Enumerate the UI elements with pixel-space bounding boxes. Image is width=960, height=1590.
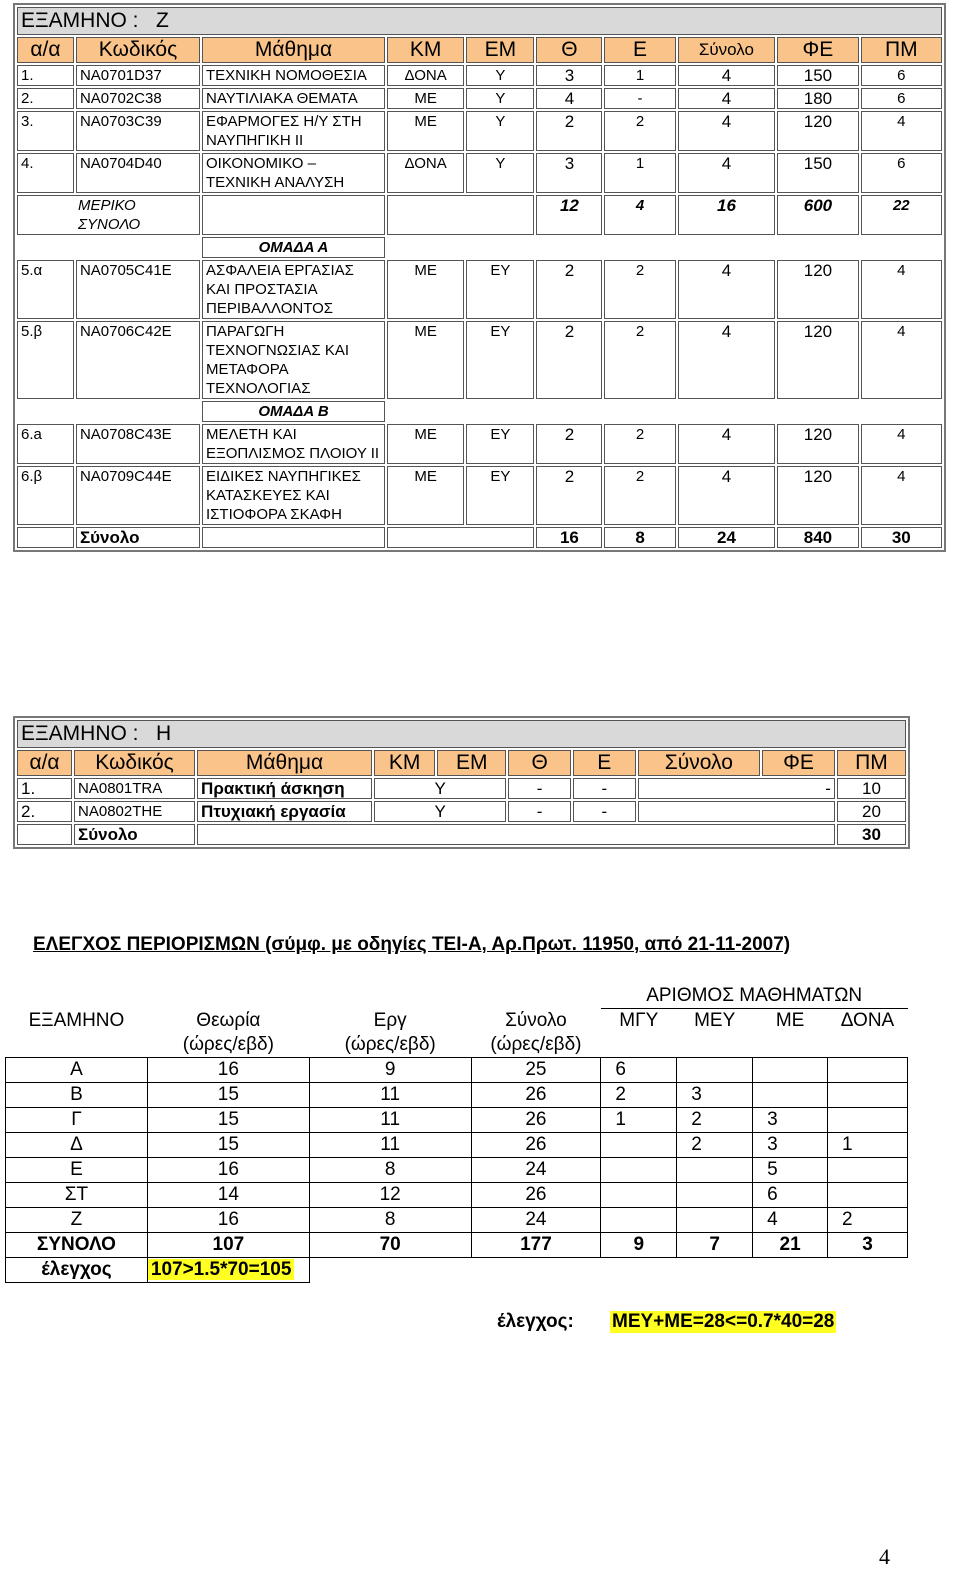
row-code: ΝΑ0702C38 xyxy=(76,88,200,109)
table-row xyxy=(17,801,906,822)
total-th: 107 xyxy=(147,1232,309,1257)
row-total: 4 xyxy=(678,260,776,319)
row-aa: 2. xyxy=(17,801,72,822)
col-header-pm: ΠΜ xyxy=(861,37,942,63)
group-a-label: ΟΜΑΔΑ Α xyxy=(202,237,385,258)
cell-sem: Ε xyxy=(6,1157,148,1182)
col-header-km: ΚΜ xyxy=(374,750,435,776)
row-total: 4 xyxy=(678,466,776,525)
cell-lab: 11 xyxy=(309,1107,471,1132)
table-row xyxy=(17,778,906,799)
table-row xyxy=(17,321,942,399)
row-code: ΝΑ0703C39 xyxy=(76,111,200,151)
table-row xyxy=(6,1107,908,1132)
col-lab: Εργ (ώρες/εβδ) xyxy=(344,1009,436,1055)
cell-mey: 2 xyxy=(677,1107,753,1132)
row-aa: 5.α xyxy=(17,260,74,319)
cell-lab: 12 xyxy=(309,1182,471,1207)
row-pm: 20 xyxy=(837,801,906,822)
cell-th: 16 xyxy=(147,1057,309,1082)
cell-th: 15 xyxy=(147,1132,309,1157)
cell-lab: 9 xyxy=(309,1057,471,1082)
row-em: ΕΥ xyxy=(466,260,534,319)
row-aa: 1. xyxy=(17,778,72,799)
row-total: 4 xyxy=(678,65,776,86)
cell-mey xyxy=(677,1207,753,1232)
row-em: Υ xyxy=(466,111,534,151)
cell-sem: Ζ xyxy=(6,1207,148,1232)
row-th: 2 xyxy=(536,111,602,151)
table-row xyxy=(6,1082,908,1107)
cell-mgy: 2 xyxy=(601,1082,677,1107)
col-header-total: Σύνολο xyxy=(638,750,760,776)
sum-row xyxy=(17,824,906,845)
cell-sem: Β xyxy=(6,1082,148,1107)
cell-mey xyxy=(677,1057,753,1082)
row-course: ΤΕΧΝΙΚΗ ΝΟΜΟΘΕΣΙΑ xyxy=(202,65,385,86)
cell-dona xyxy=(828,1107,908,1132)
cell-dona: 1 xyxy=(828,1132,908,1157)
row-km: ΜΕ xyxy=(387,88,464,109)
constraints-total-row xyxy=(6,1232,908,1257)
cell-dona xyxy=(828,1182,908,1207)
row-e: - xyxy=(573,778,636,799)
total-sem: ΣΥΝΟΛΟ xyxy=(6,1232,148,1257)
group-b-row xyxy=(17,401,942,422)
count-header: ΑΡΙΘΜΟΣ ΜΑΘΗΜΑΤΩΝ xyxy=(601,984,908,1009)
cell-me: 6 xyxy=(753,1182,828,1207)
partial-th: 12 xyxy=(536,195,602,235)
sum-total: 24 xyxy=(678,527,776,548)
row-pm: 4 xyxy=(861,466,942,525)
cell-mgy xyxy=(601,1182,677,1207)
row-em: Υ xyxy=(466,65,534,86)
col-theory: Θεωρία (ώρες/εβδ) xyxy=(182,1009,274,1055)
row-fe: 150 xyxy=(777,65,858,86)
col-me: ΜΕ xyxy=(775,1010,805,1031)
row-th: - xyxy=(508,801,571,822)
row-course: Πτυχιακή εργασία xyxy=(197,801,372,822)
group-b-label: ΟΜΑΔΑ Β xyxy=(202,401,385,422)
row-aa: 5.β xyxy=(17,321,74,399)
col-header-aa: α/α xyxy=(17,37,74,63)
row-fe: 120 xyxy=(777,111,858,151)
col-mgy: ΜΓΥ xyxy=(619,1010,659,1031)
sum-e: 8 xyxy=(604,527,675,548)
cell-me xyxy=(753,1082,828,1107)
sum-row xyxy=(17,527,942,548)
col-header-total: Σύνολο xyxy=(678,37,776,63)
row-em: Υ xyxy=(466,88,534,109)
row-pm: 4 xyxy=(861,321,942,399)
row-em: ΕΥ xyxy=(466,466,534,525)
row-fe: 120 xyxy=(777,321,858,399)
row-em: ΕΥ xyxy=(466,424,534,464)
col-header-fe: ΦΕ xyxy=(777,37,858,63)
row-e: 2 xyxy=(604,466,675,525)
row-code: ΝΑ0708C43Ε xyxy=(76,424,200,464)
sum-fe: 840 xyxy=(777,527,858,548)
table-row xyxy=(17,65,942,86)
row-code: ΝΑ0706C42Ε xyxy=(76,321,200,399)
check-value-cell xyxy=(147,1257,309,1282)
row-th: 2 xyxy=(536,260,602,319)
cell-th: 14 xyxy=(147,1182,309,1207)
row-th: - xyxy=(508,778,571,799)
table-row xyxy=(17,466,942,525)
check2-label: έλεγχος: xyxy=(497,1311,574,1332)
cell-th: 16 xyxy=(147,1157,309,1182)
row-total: 4 xyxy=(678,153,776,193)
row-course: Πρακτική άσκηση xyxy=(197,778,372,799)
cell-total: 26 xyxy=(471,1082,601,1107)
row-code: ΝΑ0802THE xyxy=(74,801,195,822)
row-course: ΠΑΡΑΓΩΓΗ ΤΕΧΝΟΓΝΩΣΙΑΣ ΚΑΙ ΜΕΤΑΦΟΡΑ ΤΕΧΝΟΛΟΓΙΑΣ xyxy=(202,321,385,399)
row-km: ΜΕ xyxy=(387,466,464,525)
table-row xyxy=(6,1132,908,1157)
row-fe: 150 xyxy=(777,153,858,193)
col-mey: ΜΕΥ xyxy=(694,1010,736,1031)
cell-me: 5 xyxy=(753,1157,828,1182)
total-mgy: 9 xyxy=(601,1232,677,1257)
row-code: ΝΑ0701D37 xyxy=(76,65,200,86)
cell-dona xyxy=(828,1057,908,1082)
col-total: Σύνολο (ώρες/εβδ) xyxy=(490,1009,582,1055)
cell-lab: 11 xyxy=(309,1082,471,1107)
row-e: 2 xyxy=(604,260,675,319)
row-e: 2 xyxy=(604,111,675,151)
constraints-table-wrap xyxy=(5,984,908,1283)
constraints-check-row xyxy=(6,1257,908,1282)
row-fe: 180 xyxy=(777,88,858,109)
col-header-course: Μάθημα xyxy=(202,37,385,63)
total-dona: 3 xyxy=(828,1232,908,1257)
cell-dona xyxy=(828,1157,908,1182)
cell-total: 26 xyxy=(471,1107,601,1132)
row-aa: 6.β xyxy=(17,466,74,525)
cell-me: 3 xyxy=(753,1132,828,1157)
row-th: 2 xyxy=(536,466,602,525)
row-course: ΜΕΛΕΤΗ ΚΑΙ ΕΞΟΠΛΙΣΜΟΣ ΠΛΟΙΟΥ ΙΙ xyxy=(202,424,385,464)
row-pm: 6 xyxy=(861,65,942,86)
partial-label: ΜΕΡΙΚΟ ΣΥΝΟΛΟ xyxy=(17,195,200,235)
row-e: 1 xyxy=(604,153,675,193)
col-header-course: Μάθημα xyxy=(197,750,372,776)
col-header-code: Κωδικός xyxy=(76,37,200,63)
partial-total: 16 xyxy=(678,195,776,235)
row-code: ΝΑ0801TRA xyxy=(74,778,195,799)
col-header-fe: ΦΕ xyxy=(762,750,835,776)
row-km: ΜΕ xyxy=(387,321,464,399)
cell-mey: 3 xyxy=(677,1082,753,1107)
partial-e: 4 xyxy=(604,195,675,235)
row-aa: 6.a xyxy=(17,424,74,464)
row-km: ΔΟΝΑ xyxy=(387,65,464,86)
col-header-code: Κωδικός xyxy=(74,750,195,776)
row-course: ΑΣΦΑΛΕΙΑ ΕΡΓΑΣΙΑΣ ΚΑΙ ΠΡΟΣΤΑΣΙΑ ΠΕΡΙΒΑΛΛΟΝΤΟΣ xyxy=(202,260,385,319)
cell-th: 15 xyxy=(147,1082,309,1107)
row-em: Υ xyxy=(374,801,506,822)
row-aa: 4. xyxy=(17,153,74,193)
col-dona: ΔΟΝΑ xyxy=(840,1010,895,1031)
row-course: ΟΙΚΟΝΟΜΙΚΟ – ΤΕΧΝΙΚΗ ΑΝΑΛΥΣΗ xyxy=(202,153,385,193)
cell-sem: Α xyxy=(6,1057,148,1082)
row-e: - xyxy=(573,801,636,822)
row-fe xyxy=(638,801,835,822)
partial-fe: 600 xyxy=(777,195,858,235)
col-header-pm: ΠΜ xyxy=(837,750,906,776)
cell-total: 24 xyxy=(471,1207,601,1232)
cell-mey xyxy=(677,1182,753,1207)
cell-total: 26 xyxy=(471,1132,601,1157)
total-total: 177 xyxy=(471,1232,601,1257)
row-pm: 4 xyxy=(861,111,942,151)
row-pm: 6 xyxy=(861,153,942,193)
row-total: 4 xyxy=(678,111,776,151)
total-lab: 70 xyxy=(309,1232,471,1257)
semester-z-table xyxy=(13,3,946,552)
cell-sem: Δ xyxy=(6,1132,148,1157)
row-em: ΕΥ xyxy=(466,321,534,399)
cell-mgy xyxy=(601,1157,677,1182)
row-pm: 4 xyxy=(861,260,942,319)
row-e: - xyxy=(604,88,675,109)
row-km: ΜΕ xyxy=(387,111,464,151)
col-semester: ΕΞΑΜΗΝΟ xyxy=(28,1009,125,1031)
semester-h-table xyxy=(13,716,910,849)
cell-mey: 2 xyxy=(677,1132,753,1157)
row-fe: - xyxy=(638,778,835,799)
cell-me: 3 xyxy=(753,1107,828,1132)
table-row xyxy=(17,260,942,319)
row-aa: 3. xyxy=(17,111,74,151)
row-total: 4 xyxy=(678,321,776,399)
row-e: 1 xyxy=(604,65,675,86)
cell-lab: 11 xyxy=(309,1132,471,1157)
table-row xyxy=(17,153,942,193)
row-km: ΔΟΝΑ xyxy=(387,153,464,193)
row-pm: 6 xyxy=(861,88,942,109)
sum-pm: 30 xyxy=(837,824,906,845)
row-em: Υ xyxy=(374,778,506,799)
row-pm: 4 xyxy=(861,424,942,464)
cell-dona xyxy=(828,1082,908,1107)
cell-mgy xyxy=(601,1132,677,1157)
row-code: ΝΑ0709C44Ε xyxy=(76,466,200,525)
check2-value: ΜΕΥ+ΜΕ=28<=0.7*40=28 xyxy=(612,1311,835,1332)
row-total: 4 xyxy=(678,88,776,109)
row-fe: 120 xyxy=(777,466,858,525)
col-header-e: Ε xyxy=(573,750,636,776)
row-aa: 1. xyxy=(17,65,74,86)
cell-me: 4 xyxy=(753,1207,828,1232)
cell-mgy: 6 xyxy=(601,1057,677,1082)
col-header-th: Θ xyxy=(536,37,602,63)
row-pm: 10 xyxy=(837,778,906,799)
cell-mgy xyxy=(601,1207,677,1232)
sum-label: Σύνολο xyxy=(74,824,195,845)
constraints-heading: ΕΛΕΓΧΟΣ ΠΕΡΙΟΡΙΣΜΩΝ (σύμφ. με οδηγίες ΤΕΙ-Α, Αρ.Πρωτ. 11950, από 21-11-2007) xyxy=(33,934,791,955)
semester-h-title: ΕΞΑΜΗΝΟ : Η xyxy=(17,720,906,748)
total-me: 21 xyxy=(753,1232,828,1257)
cell-dona: 2 xyxy=(828,1207,908,1232)
row-e: 2 xyxy=(604,424,675,464)
table-row xyxy=(17,88,942,109)
row-e: 2 xyxy=(604,321,675,399)
table-row xyxy=(17,111,942,151)
constraints-table xyxy=(5,984,908,1283)
check-label: έλεγχος xyxy=(6,1257,148,1282)
group-a-row xyxy=(17,237,942,258)
table-row xyxy=(6,1207,908,1232)
check-value: 107>1.5*70=105 xyxy=(148,1259,295,1280)
row-km: ΜΕ xyxy=(387,424,464,464)
cell-me xyxy=(753,1057,828,1082)
cell-lab: 8 xyxy=(309,1207,471,1232)
sum-pm: 30 xyxy=(861,527,942,548)
cell-total: 25 xyxy=(471,1057,601,1082)
row-em: Υ xyxy=(466,153,534,193)
cell-sem: Γ xyxy=(6,1107,148,1132)
col-header-aa: α/α xyxy=(17,750,72,776)
partial-total-row xyxy=(17,195,942,235)
row-fe: 120 xyxy=(777,424,858,464)
row-course: ΕΦΑΡΜΟΓΕΣ Η/Υ ΣΤΗ ΝΑΥΠΗΓΙΚΗ ΙΙ xyxy=(202,111,385,151)
row-fe: 120 xyxy=(777,260,858,319)
col-header-em: ΕΜ xyxy=(466,37,534,63)
cell-th: 15 xyxy=(147,1107,309,1132)
cell-total: 24 xyxy=(471,1157,601,1182)
row-th: 3 xyxy=(536,65,602,86)
table-row xyxy=(6,1182,908,1207)
row-code: ΝΑ0705C41Ε xyxy=(76,260,200,319)
sum-th: 16 xyxy=(536,527,602,548)
col-header-km: ΚΜ xyxy=(387,37,464,63)
cell-sem: ΣΤ xyxy=(6,1182,148,1207)
cell-th: 16 xyxy=(147,1207,309,1232)
page-number: 4 xyxy=(879,1544,890,1569)
row-th: 2 xyxy=(536,424,602,464)
cell-mgy: 1 xyxy=(601,1107,677,1132)
col-header-th: Θ xyxy=(508,750,571,776)
cell-mey xyxy=(677,1157,753,1182)
table-row xyxy=(6,1157,908,1182)
col-header-e: Ε xyxy=(604,37,675,63)
row-course: ΕΙΔΙΚΕΣ ΝΑΥΠΗΓΙΚΕΣ ΚΑΤΑΣΚΕΥΕΣ ΚΑΙ ΙΣΤΙΟΦΟΡΑ ΣΚΑΦΗ xyxy=(202,466,385,525)
semester-z-title: ΕΞΑΜΗΝΟ : Ζ xyxy=(17,7,942,35)
table-row xyxy=(6,1057,908,1082)
row-total: 4 xyxy=(678,424,776,464)
row-th: 2 xyxy=(536,321,602,399)
row-course: ΝΑΥΤΙΛΙΑΚΑ ΘΕΜΑΤΑ xyxy=(202,88,385,109)
col-header-em: ΕΜ xyxy=(437,750,506,776)
row-th: 4 xyxy=(536,88,602,109)
total-mey: 7 xyxy=(677,1232,753,1257)
partial-pm: 22 xyxy=(861,195,942,235)
row-code: ΝΑ0704D40 xyxy=(76,153,200,193)
table-row xyxy=(17,424,942,464)
row-km: ΜΕ xyxy=(387,260,464,319)
row-aa: 2. xyxy=(17,88,74,109)
sum-label: Σύνολο xyxy=(76,527,200,548)
cell-total: 26 xyxy=(471,1182,601,1207)
cell-lab: 8 xyxy=(309,1157,471,1182)
row-th: 3 xyxy=(536,153,602,193)
